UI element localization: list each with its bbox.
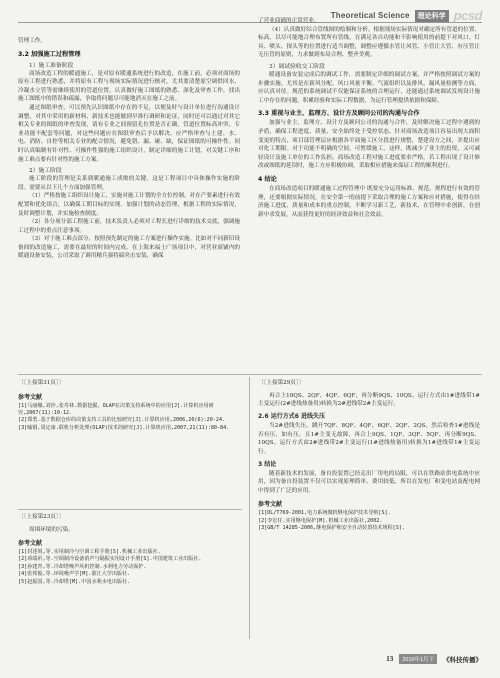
divider xyxy=(18,509,242,510)
section-heading: 3 结论 xyxy=(258,461,277,469)
references-heading: 参考文献 xyxy=(18,393,43,401)
reference-item: [1]封述姐,等.实用制冷与空调工程手册[S].机械工业出版社. xyxy=(18,549,161,555)
reference-item: [3]孙建青,等.冷却塔噪声风机控制.水利电力劳动保护. xyxy=(18,563,147,570)
left-column xyxy=(18,37,240,261)
divider xyxy=(18,374,482,375)
paragraph: 施工阶段的管理是关系到暖通施工成败的关键，这是工程项目中具体操作实施的阶段。需要从以下几个方面加强管理。 xyxy=(18,176,240,191)
section-heading: 3.3 重视与业主、监理方、设计方及顾问公司的沟通与合作 xyxy=(258,110,420,118)
column-divider xyxy=(249,377,250,639)
continued-note: 〔〔上接第31页〕〕 xyxy=(18,380,65,386)
paragraph: （3）对于施工难点部分，按照预先制定的施工方案进行操作实施。比如对不同新旧设备间的改造施工，需要在最短的时间内完成。在上海来福士广场项目中，对营业商铺内的暖通设备安装，公司采取了调用精兵强将搞突击安装，确保 xyxy=(18,236,240,260)
paragraph: 在商场改造项目的暖通施工过程管理中 既要充分运用标准、规范，规程进行有效的管理，还要根据实际情况，在安全第一的前提下采取合理的施工方案和应对措施，使得在经济施工进度、质量和成本的重点控制，不断学习新工艺，新技术，在管理中求创新，在创新中求发展，从而获得更好的经济效益和社会效益。 xyxy=(258,185,480,218)
paragraph: 商场改造工程的暖通施工，是对原有暖通系统进行的改造，在施工前，必须对商场的原有工程进行熟悉，并将原有工程与现场实际情况进行核对，尤其要清楚原空调供回水、冷凝水立管等需继续使用的管道位置，认真做好施工图纸的熟悉、深化及审查工作，找出施工图纸中的错误和疏漏，争取将问题尽可能地消灭在施工之前。 xyxy=(18,70,240,103)
references-block xyxy=(18,380,242,432)
reference-item: [3]GB/T 14285-2006,继电保护和安全自动装置技术规程[S]. xyxy=(258,525,405,532)
section-heading: 3.2 加强施工过程管理 xyxy=(18,50,81,58)
references-block xyxy=(18,514,242,586)
reference-item: [4]张邦俊,等.环境噪声学[M].浙江大学出版社. xyxy=(18,571,131,578)
paragraph: 通过图纸审查，可以预先认识图纸中存在的不足，以便及时与设计单位进行沟通设计调整，对其中采用的新材料、新技术也能做到早准行调研和论证，同时还可以通过对其它相关专业的图纸的审查发现，请有专业之间预留孔位置是否正确，管道位置标高冲突、专业功能不配套等问题，对这些问题应在图纸审查后予以解决。应严格审查与土建、水、电、消防、自控等相关专业的配合情况，避免错、漏、碰、缺，保证图纸的可操作性。同时认真编制有针对性、可操作性强的施工组织设计，制定详细的施工计划，对关键工序和施工难点要有针对性的施工方案。 xyxy=(18,104,240,163)
subsection-heading: 3）调试验收交工阶段 xyxy=(269,63,325,70)
reference-item: [1]马丽娜,刘沙,张寿林.数据挖掘、OLAP在决策支持系统中的应用[J].计算机应用研究,2007(11):10-12. xyxy=(18,402,214,416)
paragraph: 随着新技术的发展，备自投装置已经走出厂用电的局限，可以在铁路站供电系统中应用，因为备自投装置不仅可以实现原理简单、费用较低，所以在发电厂和变电站及配电网中得到了广泛的应用。 xyxy=(258,471,480,494)
reference-item: [2]郑勇.基于数据仓库的决策支持工具的比较研究[J].计算机应用,2006,26(6):20-24. xyxy=(18,417,226,424)
header-badge: 理论科学 xyxy=(415,10,449,22)
paragraph: 管理工作。 xyxy=(18,38,46,44)
right-column xyxy=(258,17,480,219)
journal-logo: pcsd xyxy=(453,8,482,23)
reference-item: [2]李宏任.实用继电保护[M].机械工业出版社,2002. xyxy=(258,517,383,524)
reference-item: [5]赵振国,等.冷却塔[M].中国水利水电出版社. xyxy=(18,578,131,585)
paragraph: 当2#进线失压，跳开7QF、8QF、4QF、6QF、2QF、2QS，然后检查1#进线是否有压，如有压，且1#主变无故障，再合上9QS、1QF、3QF、5QF、再分断9QS、10QS。运行方式由2#进线带2#主变运行(1#进线热备用)转换为1#进线带1#主变运行。 xyxy=(258,423,480,455)
continued-note: 〔〔上接第29页〕〕 xyxy=(258,380,305,386)
subsection-heading: 2）施工阶段 xyxy=(29,168,62,175)
reference-item: [1]DL/T769-2001,电力系统微机继电保护技术导则[S]. xyxy=(258,510,391,517)
subsection-heading: 1）施工准备阶段 xyxy=(29,62,74,69)
references-heading: 参考文献 xyxy=(258,501,283,509)
header-title: Theoretical Science xyxy=(330,11,410,20)
references-heading: 参考文献 xyxy=(18,540,43,547)
section-heading: 2.6 运行方式6 进线失压 xyxy=(258,413,325,421)
paragraph: 暖通设备安装完成后的调试工作，需要制定详细的调试方案，并严格按照调试方案的步骤实施。尤其是在新风分配、风口风量平衡、气流组织以及排风、漏风量检测等方面，应认真对待。规范的系统调试不仅能保证系统的合理运行，还能通过系统调试发现设计施工中存在的问题，积累经验和实际工程数据，为运行管理提供依据和保障。 xyxy=(258,71,480,104)
continued-article xyxy=(258,380,480,532)
paragraph: 加强与业主、监理方、设计方及顾问公司的沟通与合作，及时解决施工过程中遇到的矛盾，确保工程进度、质量、安全始终处于受控状态。针对商场改造项目容易出现大面积变更的特点，项目部管理层应根据各平面施工区分段进行规整，楚建设方之间，并提出应对化工期限。对于功能不明确的空间，可暂缓施工，这样，既减少了业主的投资，又可减轻设计及施工单位的工作负担。商场改造工程对施工进度要求严格，若工程出现了设计修改或图纸的延误时，施工方应积极协调，采取相应措施来保证工程的顺利进行。 xyxy=(258,120,480,170)
issue-date-badge: 2010年1月下 xyxy=(399,654,437,664)
page-footer xyxy=(386,654,482,664)
paragraph: 再合上10QS、2QF、4QF、6QF，再分断9QS、10QS。运行方式由1#进线带1#主变运行(2#进线热备用)转换为2#进线带2#主变运行。 xyxy=(258,392,480,407)
section-heading: 4 结论 xyxy=(258,175,277,183)
paragraph: （2）各分项分部工程施工前，技术负责人必须对工程长进行详细的技术交底，强调施工过程中的重点注意事项。 xyxy=(18,219,240,234)
continued-note: 〔〔上接第23页〕〕 xyxy=(18,514,65,520)
paragraph: 了营业商铺的正常营业。 xyxy=(258,18,320,24)
paragraph: （1）严格按施工组织设计施工，实施对施工计划的全方位控制，对在产要素进行有效配置和优化组合，以确保工期目标的实现。加强计划的动态管理，根据工程的实际情况，及时调整计划，并实施检查制度。 xyxy=(18,193,240,217)
magazine-name: 《科技传播》 xyxy=(443,655,482,664)
paragraph: 周围环境的污染。 xyxy=(29,526,74,533)
reference-item: [3]喻钢,周定康.联机分析处理(OLAP)技术的研究[J].计算机应用,2007,21(11):80-84. xyxy=(18,424,230,431)
paragraph: （4）认真做好综合管线图的绘制和分析。根据现场实际情况对确定所有管道的位置、标高，以尽可能地合理布置所有管线，在满足各自功能和不影响使用的前提下对风口、灯具、喷头、探头等的位置进行适当调整，调整应遵循水管让风管、小管让大管、有压管让无压管的原则，力求做到布局合理、整齐美观。 xyxy=(258,26,480,59)
reference-item: [2]项端祈,等.空调制冷设备消声与隔振实用设计手册[S].中国建筑工业出版社. xyxy=(18,556,202,563)
page-number: 13 xyxy=(386,655,394,663)
